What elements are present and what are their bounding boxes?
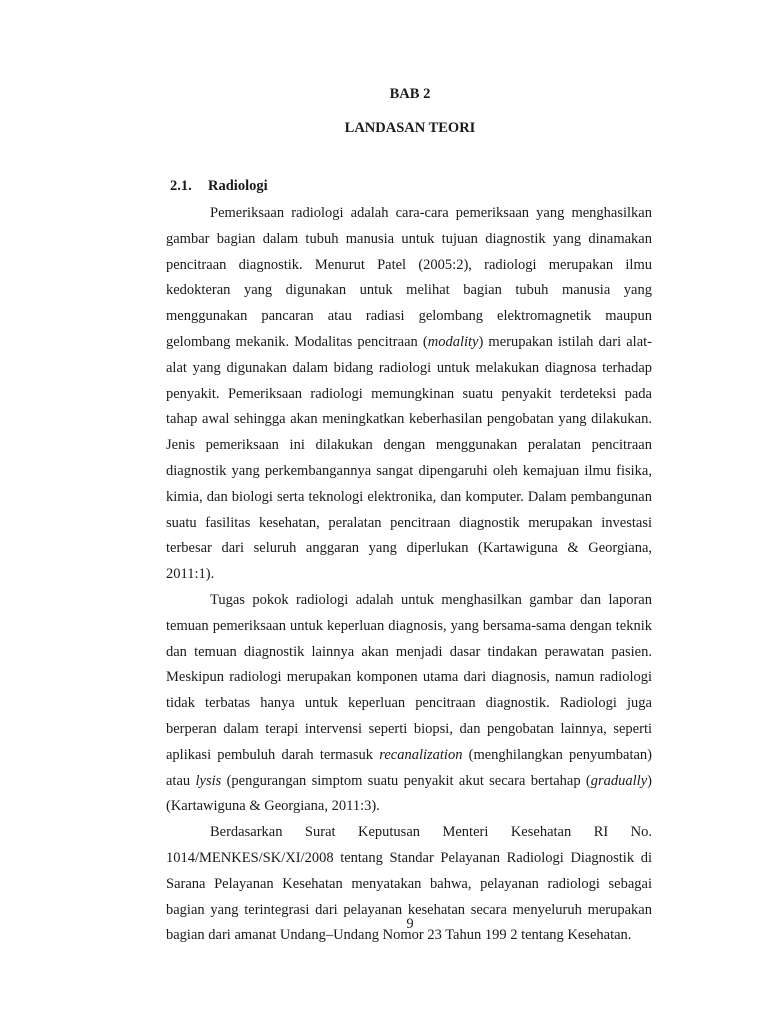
text-run: Pemeriksaan radiologi adalah cara-cara pemeriksaan yang menghasilkan gambar bagian dalam tubuh manusia untuk tujuan diagnostik yang dinamakan pencitraan diagnostik. Menurut Patel (2005:2), radiologi merupakan ilmu kedokteran yang digunakan untuk melihat bagian tubuh manusia yang menggunakan pancaran atau radiasi gelombang elektromagnetik maupun gelombang mekanik. Modalitas pencitraan (	[166, 205, 652, 350]
section-heading	[170, 178, 268, 195]
text-run: ) merupakan istilah dari alat-alat yang digunakan dalam bidang radiologi untuk melakukan diagnosa terhadap penyakit. Pemeriksaan radiologi memungkinan suatu penyakit terdeteksi pada tahap awal sehingga akan meningkatkan keberhasilan pengobatan yang dilakukan. Jenis pemeriksaan ini dilakukan dengan menggunakan peralatan pencitraan diagnostik yang perkembangannya sangat dipengaruhi oleh kemajuan ilmu fisika, kimia, dan biologi serta teknologi elektronika, dan komputer. Dalam pembangunan suatu fasilitas kesehatan, peralatan pencitraan diagnostik merupakan investasi terbesar dari seluruh anggaran yang diperlukan (Kartawiguna & Georgiana, 2011:1).	[166, 333, 652, 583]
section-title: Radiologi	[208, 178, 268, 194]
chapter-title: LANDASAN TEORI	[344, 120, 476, 136]
text-run: Tugas pokok radiologi adalah untuk menghasilkan gambar dan laporan temuan pemeriksaan untuk keperluan diagnosis, yang bersama-sama dengan teknik dan temuan diagnostik lainnya akan menjadi dasar tindakan perawatan pasien. Meskipun radiologi merupakan komponen utama dari diagnosis, namun radiologi tidak terbatas hanya untuk keperluan pencitraan diagnostik. Radiologi juga berperan dalam terapi intervensi seperti biopsi, dan pengobatan lainnya, seperti aplikasi pembuluh darah termasuk	[166, 591, 652, 763]
page-number: 9	[406, 916, 414, 932]
paragraph	[166, 588, 652, 820]
chapter-heading: BAB 2	[389, 86, 431, 102]
italic-term: modality	[427, 333, 479, 350]
section-number: 2.1.	[170, 178, 192, 194]
italic-term: gradually	[590, 772, 648, 789]
text-run: ) (Kartawiguna & Georgiana, 2011:3).	[166, 772, 652, 815]
body-text	[166, 201, 652, 949]
text-run: Berdasarkan Surat Keputusan Menteri Kesehatan RI No. 1014/MENKES/SK/XI/2008 tentang Standar Pelayanan Radiologi Diagnostik di Sarana Pelayanan Kesehatan menyatakan bahwa, pelayanan radiologi sebagai bagian yang terintegrasi dari pelayanan kesehatan secara menyeluruh merupakan bagian dari amanat Undang–Undang Nomor 23 Tahun 199 2 tentang Kesehatan.	[166, 824, 652, 944]
italic-term: lysis	[195, 772, 222, 789]
text-run: (pengurangan simptom suatu penyakit akut secara bertahap (	[221, 772, 591, 789]
italic-term: recanalization	[379, 746, 463, 763]
text-run: (menghilangkan penyumbatan) atau	[166, 746, 652, 789]
paragraph	[166, 201, 652, 588]
